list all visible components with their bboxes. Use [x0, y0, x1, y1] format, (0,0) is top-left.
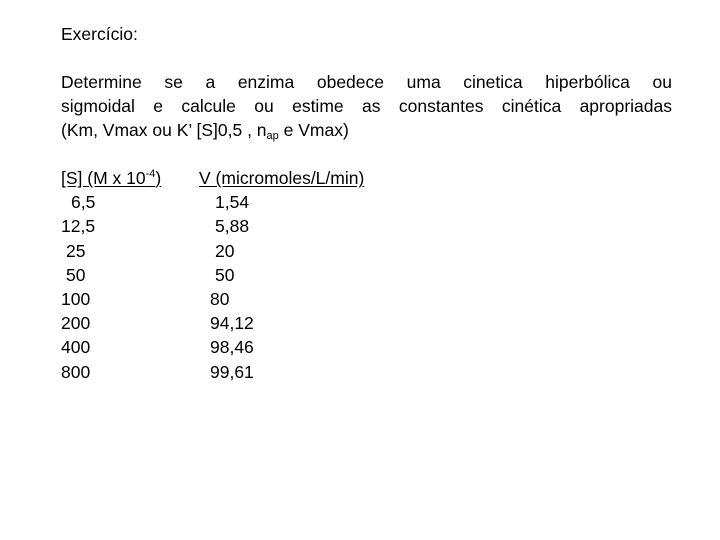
- table-row: [61, 360, 461, 384]
- header-substrate: [61, 166, 161, 190]
- velocity-cell: 5,88: [215, 216, 250, 237]
- velocity-cell: 50: [215, 264, 235, 285]
- header-substrate-exponent: -4: [145, 168, 156, 180]
- table-row: [61, 239, 461, 263]
- substrate-cell: 6,5: [71, 192, 96, 213]
- velocity-cell: 80: [210, 288, 230, 309]
- table-row: [61, 311, 461, 335]
- header-substrate-close: ): [155, 168, 162, 188]
- statement-line-2: sigmoidal e calcule ou estime as constantes cinética apropriadas: [61, 96, 672, 116]
- velocity-cell: 94,12: [210, 313, 254, 334]
- exercise-statement: [61, 70, 672, 142]
- velocity-cell: 1,54: [215, 192, 250, 213]
- substrate-cell: 50: [66, 264, 86, 285]
- substrate-cell: 800: [61, 361, 91, 382]
- table-row: [61, 214, 461, 238]
- statement-line-3-end: e Vmax): [278, 120, 349, 140]
- substrate-cell: 100: [61, 288, 91, 309]
- exercise-heading: Exercício:: [61, 24, 138, 44]
- table-row: [61, 287, 461, 311]
- velocity-cell: 99,61: [210, 361, 254, 382]
- substrate-cell: 25: [66, 240, 86, 261]
- statement-line-3: [61, 118, 672, 142]
- statement-line-3-text: (Km, Vmax ou K’ [S]0,5 , n: [61, 120, 267, 140]
- table-row: [61, 335, 461, 359]
- substrate-cell: 200: [61, 313, 91, 334]
- table-header-row: [61, 166, 461, 190]
- table-row: [61, 190, 461, 214]
- substrate-cell: 12,5: [61, 216, 96, 237]
- substrate-cell: 400: [61, 337, 91, 358]
- n-ap-subscript: ap: [266, 130, 279, 142]
- velocity-cell: 98,46: [210, 337, 254, 358]
- header-velocity: V (micromoles/L/min): [199, 168, 365, 188]
- velocity-cell: 20: [215, 240, 235, 261]
- header-substrate-text: [S] (M x 10: [61, 168, 146, 188]
- data-table: [61, 166, 461, 384]
- statement-line-1: Determine se a enzima obedece uma cinetica hiperbólica ou: [61, 72, 672, 92]
- table-row: [61, 263, 461, 287]
